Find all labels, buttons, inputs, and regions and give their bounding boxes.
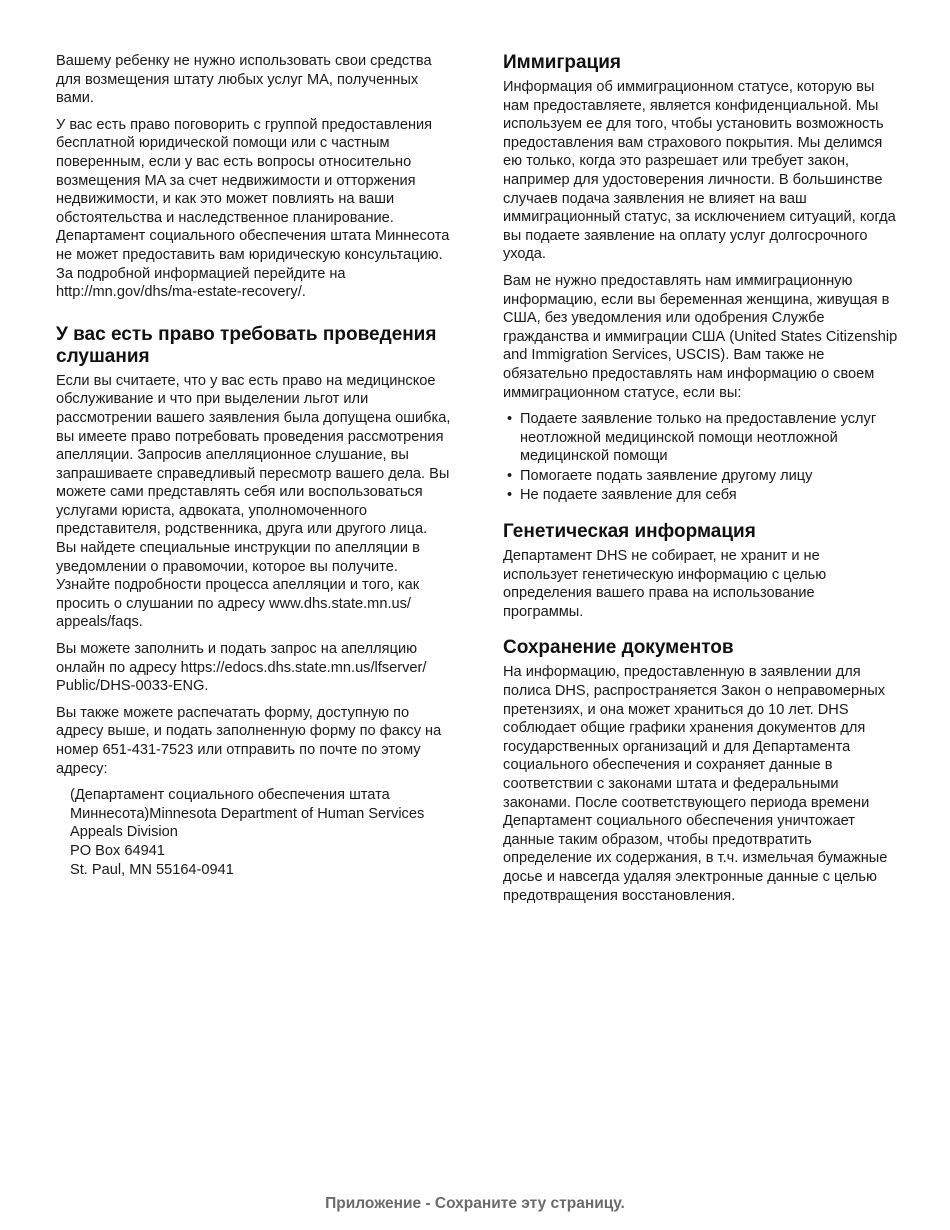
address-line: PO Box 64941 [70, 842, 165, 859]
address-line: Appeals Division [70, 824, 178, 841]
genetic-paragraph: Департамент DHS не собирает, не хранит и не использует генетическую информацию с целью определения вашего права на использование программы. [503, 548, 827, 620]
child-repayment-paragraph: Вашему ребенку не нужно использовать свои средства для возмещения штату любых услуг MA, полученных вами. [56, 53, 432, 107]
fax-mail-paragraph: Вы также можете распечатать форму, доступную по адресу выше, и подать заполненную форму по факсу на номер 651-431-7523 или отправить по почте по этому адресу: [56, 704, 442, 777]
address-line: Миннесота)Minnesota Department of Human Services [70, 805, 425, 822]
address-line: (Департамент социального обеспечения штата [70, 787, 390, 804]
list-item: • Помогаете подать заявление другому лицу [503, 467, 898, 486]
hearing-heading: У вас есть право требовать проведения слушания [56, 323, 437, 367]
list-item: • Подаете заявление только на предоставление услуг неотложной медицинской помощи неотложной медицинской помощи [503, 410, 898, 466]
appeal-rights-paragraph: Если вы считаете, что у вас есть право на медицинское обслуживание и что при выделении льгот или рассмотрении вашего заявления была допущена ошибка, вы имеете право потребовать проведения рассмотрения апелляции. Запросив апелляционное слушание, вы запрашиваете справедливый пересмотр вашего дела. Вы можете сами представлять себя или воспользоваться услугами юриста, адвоката, уполномоченного представителя, родственника, друга или другого лица. Вы найдете специальные инструкции по апелляции в уведомлении о правомочии, которое вы получите. Узнайте подробности процесса апелляции и того, как просить о слушании по адресу www.dhs.state.mn.us/ appeals/faqs. [56, 372, 451, 631]
legal-aid-paragraph: У вас есть право поговорить с группой предоставления бесплатной юридической помощи или с частным поверенным, если у вас есть вопросы относительно возмещения MA за счет недвижимости и отторжения недвижимости, и как это может повлиять на ваши обстоятельства и наследственное планирование. Департамент социального обеспечения штата Миннесота не может предоставить вам юридическую консультацию. За подробной информацией перейдите на http://mn.gov/dhs/ma-estate-recovery/. [56, 116, 450, 301]
left-column [56, 52, 451, 879]
list-item: • Не подаете заявление для себя [503, 486, 898, 505]
immigration-not-required-paragraph: Вам не нужно предоставлять нам иммиграционную информацию, если вы беременная женщина, живущая в США, без уведомления или одобрения Службе гражданства и иммиграции США (United States Citizenship and Immigration Services, USCIS). Вам также не обязательно предоставлять нам информацию о своем иммиграционном статусе, если вы: [503, 272, 898, 401]
address-line: St. Paul, MN 55164-0941 [70, 861, 234, 878]
records-heading: Сохранение документов [503, 637, 734, 659]
online-appeal-paragraph: Вы можете заполнить и подать запрос на апелляцию онлайн по адресу https://edocs.dhs.state.mn.us/lfserver/ Public/DHS-0033-ENG. [56, 641, 427, 695]
immigration-confidential-paragraph: Информация об иммиграционном статусе, которую вы нам предоставляете, является конфиденциальной. Мы используем ее для того, чтобы установить возможность предоставления вам страхового покрытия. Мы делимся ею только, когда это разрешает или требует закон, например для удостоверения личности. В большинстве случаев подача заявления не влияет на ваш иммиграционный статус, за исключением ситуаций, когда вы подаете заявление на оплату услуг долгосрочного ухода. [503, 79, 896, 263]
page-footer: Приложение - Сохраните эту страницу. [325, 1195, 625, 1212]
mailing-address [70, 786, 451, 879]
genetic-heading: Генетическая информация [503, 521, 756, 543]
immigration-exemptions-list [503, 410, 898, 505]
right-column [503, 52, 898, 913]
records-paragraph: На информацию, предоставленную в заявлении для полиса DHS, распространяется Закон о неправомерных претензиях, и она может храниться до 10 лет. DHS соблюдает общие графики хранения документов для государственных организаций и для Департамента социального обеспечения и сохраняет данные в соответствии с законами штата и федеральными законами. После соответствующего периода времени Департамент социального обеспечения уничтожает данные таким образом, чтобы предотвратить определение их содержания, в т.ч. измельчая бумажные досье и навсегда удаляя электронные данные с целью предотвращения восстановления. [503, 664, 888, 904]
immigration-heading: Иммиграция [503, 52, 621, 73]
